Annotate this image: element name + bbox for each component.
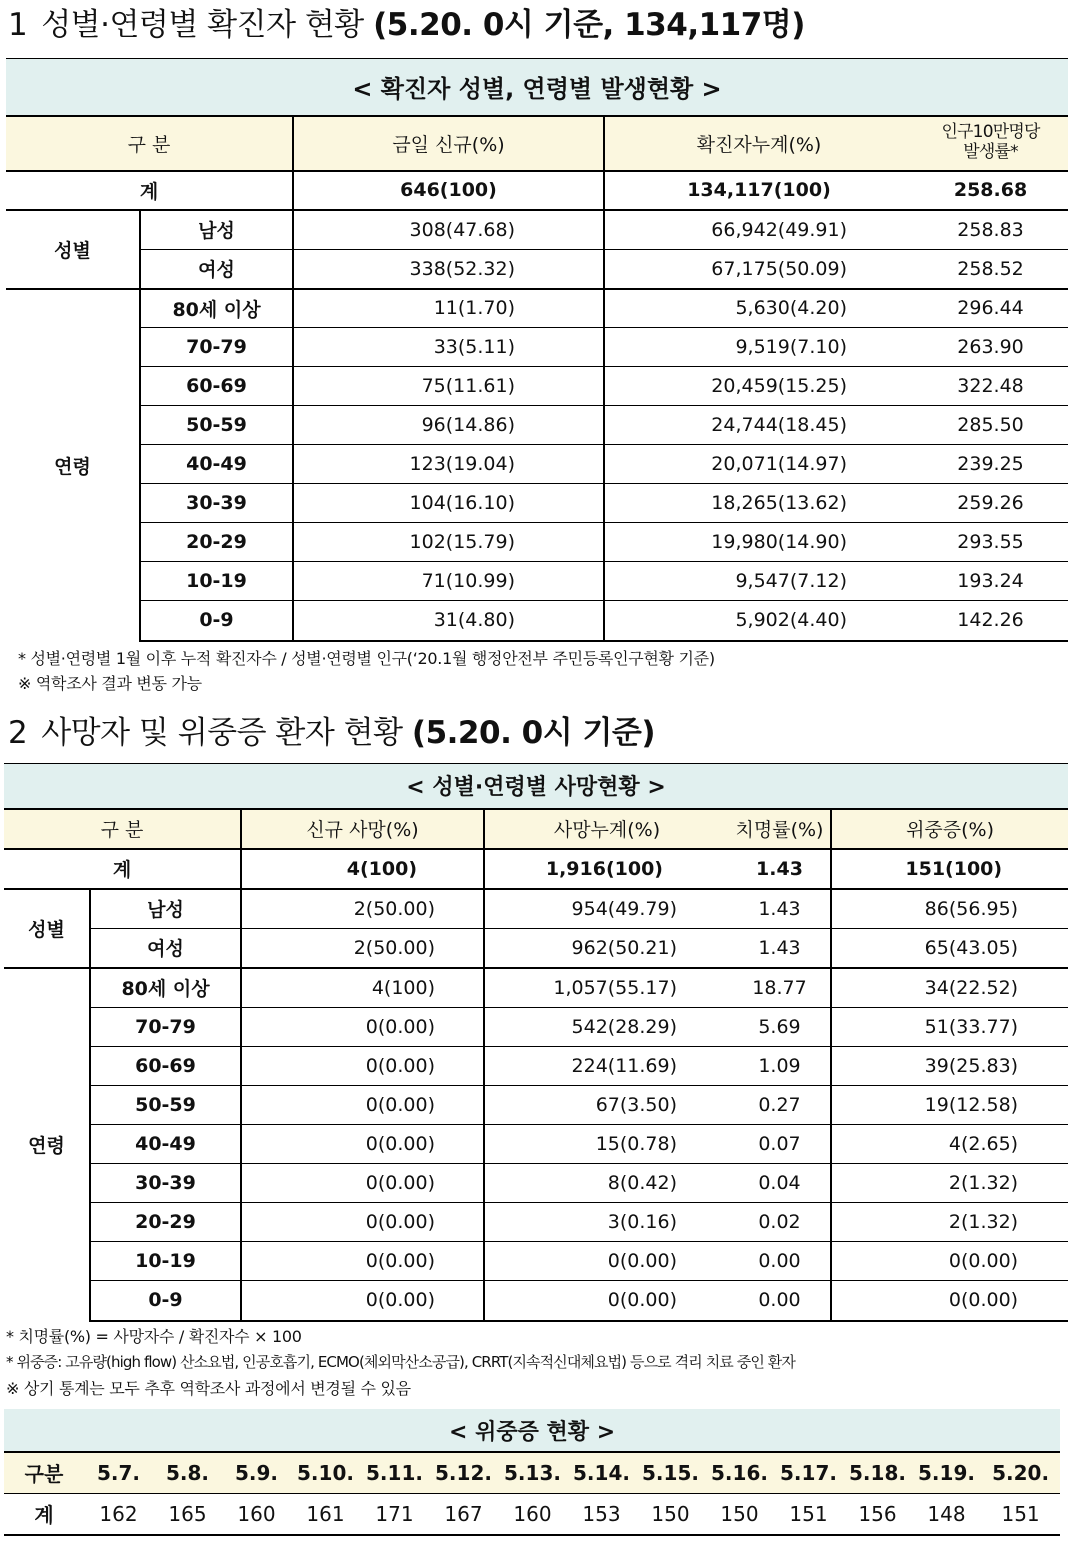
cell-fatality: 1.43 — [729, 889, 831, 929]
table-row — [4, 1125, 1068, 1164]
cell-severe: 19(12.58) — [831, 1086, 1068, 1125]
row-label: 50-59 — [90, 1086, 241, 1125]
cell-cumulative: 9,519(7.10) — [604, 328, 913, 367]
cell-fatality: 1.09 — [729, 1047, 831, 1086]
table1-header-rate-line1: 인구10만명당 — [941, 122, 1040, 143]
table1-total-rate: 258.68 — [913, 171, 1068, 210]
cell-rate: 193.24 — [913, 562, 1068, 601]
table2-total-severe: 151(100) — [831, 849, 1068, 889]
cell-cum-deaths: 8(0.42) — [484, 1164, 729, 1203]
table-row — [6, 250, 1068, 289]
value-cell: 156 — [843, 1493, 912, 1535]
section2-number: 2 — [8, 715, 28, 751]
section2-title — [8, 715, 656, 751]
cell-cumulative: 66,942(49.91) — [604, 210, 913, 250]
table-row — [6, 367, 1068, 406]
row-label: 40-49 — [90, 1125, 241, 1164]
cell-new: 71(10.99) — [293, 562, 604, 601]
cell-new-deaths: 0(0.00) — [241, 1086, 484, 1125]
cell-rate: 296.44 — [913, 289, 1068, 328]
cell-fatality: 0.02 — [729, 1203, 831, 1242]
cell-new-deaths: 4(100) — [241, 968, 484, 1008]
cell-cum-deaths: 0(0.00) — [484, 1242, 729, 1281]
cell-new: 11(1.70) — [293, 289, 604, 328]
date-cell: 5.18. — [843, 1452, 912, 1493]
date-cell: 5.14. — [567, 1452, 636, 1493]
row-label: 30-39 — [140, 484, 293, 523]
table2-total-new-deaths: 4(100) — [241, 849, 484, 889]
cell-rate: 259.26 — [913, 484, 1068, 523]
section2-title-plain: 사망자 및 위중증 환자 현황 — [41, 715, 403, 751]
row-label: 남성 — [140, 210, 293, 250]
row-label: 40-49 — [140, 445, 293, 484]
cell-cum-deaths: 1,057(55.17) — [484, 968, 729, 1008]
table3-total-label: 계 — [4, 1493, 84, 1535]
value-cell: 160 — [498, 1493, 567, 1535]
row-label: 80세 이상 — [90, 968, 241, 1008]
cell-severe: 2(1.32) — [831, 1203, 1068, 1242]
value-cell: 162 — [84, 1493, 153, 1535]
value-cell: 151 — [981, 1493, 1060, 1535]
date-cell: 5.9. — [222, 1452, 291, 1493]
row-label: 남성 — [90, 889, 241, 929]
date-cell: 5.11. — [360, 1452, 429, 1493]
cell-new: 96(14.86) — [293, 406, 604, 445]
value-cell: 150 — [636, 1493, 705, 1535]
date-cell: 5.15. — [636, 1452, 705, 1493]
cell-rate: 285.50 — [913, 406, 1068, 445]
cell-new-deaths: 0(0.00) — [241, 1281, 484, 1321]
table-row — [4, 1086, 1068, 1125]
value-cell: 167 — [429, 1493, 498, 1535]
table1-header-rate — [913, 116, 1068, 171]
cell-new: 338(52.32) — [293, 250, 604, 289]
table2-header-fatality: 치명률(%) — [729, 809, 831, 849]
cell-cumulative: 9,547(7.12) — [604, 562, 913, 601]
table-row — [6, 210, 1068, 250]
table1-remark: ※ 역학조사 결과 변동 가능 — [18, 674, 202, 693]
section1-title — [8, 7, 805, 43]
table-row — [4, 1242, 1068, 1281]
cell-new-deaths: 0(0.00) — [241, 1203, 484, 1242]
table-row — [4, 1203, 1068, 1242]
table1-header-category: 구 분 — [6, 116, 293, 171]
table1-gender-group: 성별 — [6, 210, 140, 289]
cell-new-deaths: 2(50.00) — [241, 889, 484, 929]
cell-cumulative: 24,744(18.45) — [604, 406, 913, 445]
table-row — [6, 289, 1068, 328]
table3-row-header: 구분 — [4, 1452, 84, 1493]
table2-total-label: 계 — [4, 849, 241, 889]
cell-cumulative: 19,980(14.90) — [604, 523, 913, 562]
cell-rate: 239.25 — [913, 445, 1068, 484]
cell-new: 102(15.79) — [293, 523, 604, 562]
table-row — [4, 1281, 1068, 1321]
table-row — [6, 445, 1068, 484]
cell-severe: 39(25.83) — [831, 1047, 1068, 1086]
row-label: 80세 이상 — [140, 289, 293, 328]
table3-total-row — [4, 1493, 1060, 1535]
cell-new: 33(5.11) — [293, 328, 604, 367]
section1-number: 1 — [8, 7, 28, 43]
table2-total-row — [4, 849, 1068, 889]
table-row — [4, 929, 1068, 968]
cell-fatality: 0.27 — [729, 1086, 831, 1125]
table1-caption: < 확진자 성별, 연령별 발생현황 > — [6, 59, 1068, 116]
date-cell: 5.7. — [84, 1452, 153, 1493]
value-cell: 148 — [912, 1493, 981, 1535]
date-cell: 5.10. — [291, 1452, 360, 1493]
cell-cum-deaths: 67(3.50) — [484, 1086, 729, 1125]
value-cell: 171 — [360, 1493, 429, 1535]
cell-fatality: 0.04 — [729, 1164, 831, 1203]
date-cell: 5.8. — [153, 1452, 222, 1493]
cell-severe: 2(1.32) — [831, 1164, 1068, 1203]
row-label: 0-9 — [140, 601, 293, 641]
cell-cum-deaths: 224(11.69) — [484, 1047, 729, 1086]
cell-fatality: 18.77 — [729, 968, 831, 1008]
cell-severe: 0(0.00) — [831, 1281, 1068, 1321]
table2-caption: < 성별·연령별 사망현황 > — [4, 764, 1068, 809]
row-label: 10-19 — [90, 1242, 241, 1281]
row-label: 70-79 — [90, 1008, 241, 1047]
table-row — [4, 1008, 1068, 1047]
section1-title-bold: (5.20. 0시 기준, 134,117명) — [373, 7, 805, 43]
row-label: 여성 — [90, 929, 241, 968]
table-row — [6, 523, 1068, 562]
table2-age-group: 연령 — [4, 968, 90, 1321]
value-cell: 150 — [705, 1493, 774, 1535]
cell-new: 104(16.10) — [293, 484, 604, 523]
row-label: 10-19 — [140, 562, 293, 601]
table3-caption: < 위중증 현황 > — [4, 1409, 1060, 1452]
table2-remark: ※ 상기 통계는 모두 추후 역학조사 과정에서 변경될 수 있음 — [6, 1379, 411, 1398]
cell-fatality: 0.07 — [729, 1125, 831, 1164]
table-row — [6, 601, 1068, 641]
cell-severe: 34(22.52) — [831, 968, 1068, 1008]
cell-fatality: 0.00 — [729, 1281, 831, 1321]
cell-severe: 0(0.00) — [831, 1242, 1068, 1281]
cell-new: 123(19.04) — [293, 445, 604, 484]
row-label: 0-9 — [90, 1281, 241, 1321]
table2-header-severe: 위중증(%) — [831, 809, 1068, 849]
section2-title-bold: (5.20. 0시 기준) — [411, 715, 656, 751]
cell-cumulative: 67,175(50.09) — [604, 250, 913, 289]
value-cell: 151 — [774, 1493, 843, 1535]
cell-new-deaths: 0(0.00) — [241, 1164, 484, 1203]
date-cell: 5.20. — [981, 1452, 1060, 1493]
table-row — [6, 406, 1068, 445]
table2-footnote-fatality: * 치명률(%) = 사망자수 / 확진자수 × 100 — [6, 1327, 302, 1346]
cell-severe: 65(43.05) — [831, 929, 1068, 968]
cell-fatality: 5.69 — [729, 1008, 831, 1047]
cell-new: 75(11.61) — [293, 367, 604, 406]
cell-rate: 258.52 — [913, 250, 1068, 289]
table2-header-new-deaths: 신규 사망(%) — [241, 809, 484, 849]
row-label: 70-79 — [140, 328, 293, 367]
row-label: 30-39 — [90, 1164, 241, 1203]
value-cell: 161 — [291, 1493, 360, 1535]
row-label: 20-29 — [90, 1203, 241, 1242]
table1-header-new: 금일 신규(%) — [293, 116, 604, 171]
deaths-by-gender-age-table — [4, 763, 1068, 1322]
cell-rate: 322.48 — [913, 367, 1068, 406]
cell-severe: 86(56.95) — [831, 889, 1068, 929]
row-label: 20-29 — [140, 523, 293, 562]
table2-header-cum-deaths: 사망누계(%) — [484, 809, 729, 849]
cell-new-deaths: 0(0.00) — [241, 1047, 484, 1086]
row-label: 60-69 — [140, 367, 293, 406]
cell-new: 308(47.68) — [293, 210, 604, 250]
cell-new-deaths: 0(0.00) — [241, 1008, 484, 1047]
table1-header-rate-line2: 발생률* — [963, 142, 1018, 162]
value-cell: 165 — [153, 1493, 222, 1535]
table1-total-cumulative: 134,117(100) — [604, 171, 913, 210]
cell-new: 31(4.80) — [293, 601, 604, 641]
cell-severe: 4(2.65) — [831, 1125, 1068, 1164]
table-row — [4, 968, 1068, 1008]
row-label: 60-69 — [90, 1047, 241, 1086]
value-cell: 160 — [222, 1493, 291, 1535]
cell-fatality: 1.43 — [729, 929, 831, 968]
value-cell: 153 — [567, 1493, 636, 1535]
cell-cumulative: 5,630(4.20) — [604, 289, 913, 328]
table1-footnote: * 성별·연령별 1월 이후 누적 확진자수 / 성별·연령별 인구(‘20.1월 행정안전부 주민등록인구현황 기준) — [18, 649, 715, 668]
table2-total-cum-deaths: 1,916(100) — [484, 849, 729, 889]
table-row — [6, 484, 1068, 523]
cell-rate: 293.55 — [913, 523, 1068, 562]
cell-cumulative: 20,459(15.25) — [604, 367, 913, 406]
row-label: 50-59 — [140, 406, 293, 445]
table-row — [4, 889, 1068, 929]
cell-severe: 51(33.77) — [831, 1008, 1068, 1047]
date-cell: 5.16. — [705, 1452, 774, 1493]
date-cell: 5.12. — [429, 1452, 498, 1493]
cell-cum-deaths: 954(49.79) — [484, 889, 729, 929]
table2-footnote-severe: * 위중증: 고유량(high flow) 산소요법, 인공호흡기, ECMO(체외막산소공급), CRRT(지속적신대체요법) 등으로 격리 치료 중인 환자 — [6, 1353, 795, 1371]
table1-total-row — [6, 171, 1068, 210]
severe-trend-table — [4, 1409, 1060, 1536]
date-cell: 5.13. — [498, 1452, 567, 1493]
date-cell: 5.19. — [912, 1452, 981, 1493]
table1-header-cumulative: 확진자누계(%) — [604, 116, 913, 171]
cell-fatality: 0.00 — [729, 1242, 831, 1281]
table-row — [6, 328, 1068, 367]
cell-cum-deaths: 0(0.00) — [484, 1281, 729, 1321]
row-label: 여성 — [140, 250, 293, 289]
cell-cum-deaths: 542(28.29) — [484, 1008, 729, 1047]
table1-total-new: 646(100) — [293, 171, 604, 210]
cell-cum-deaths: 15(0.78) — [484, 1125, 729, 1164]
cell-new-deaths: 0(0.00) — [241, 1125, 484, 1164]
cell-rate: 263.90 — [913, 328, 1068, 367]
cell-new-deaths: 2(50.00) — [241, 929, 484, 968]
table-row — [4, 1164, 1068, 1203]
cell-cum-deaths: 3(0.16) — [484, 1203, 729, 1242]
cell-rate: 258.83 — [913, 210, 1068, 250]
table-row — [6, 562, 1068, 601]
cell-rate: 142.26 — [913, 601, 1068, 641]
cell-cumulative: 5,902(4.40) — [604, 601, 913, 641]
cell-cumulative: 20,071(14.97) — [604, 445, 913, 484]
section1-title-plain: 성별·연령별 확진자 현황 — [41, 7, 364, 43]
table1-age-group: 연령 — [6, 289, 140, 641]
table3-header-row — [4, 1452, 1060, 1493]
table2-header-category: 구 분 — [4, 809, 241, 849]
table-row — [4, 1047, 1068, 1086]
table1-total-label: 계 — [6, 171, 293, 210]
cell-cumulative: 18,265(13.62) — [604, 484, 913, 523]
table2-gender-group: 성별 — [4, 889, 90, 968]
table2-total-fatality: 1.43 — [729, 849, 831, 889]
cell-new-deaths: 0(0.00) — [241, 1242, 484, 1281]
cell-cum-deaths: 962(50.21) — [484, 929, 729, 968]
date-cell: 5.17. — [774, 1452, 843, 1493]
confirmed-by-gender-age-table — [6, 58, 1068, 642]
